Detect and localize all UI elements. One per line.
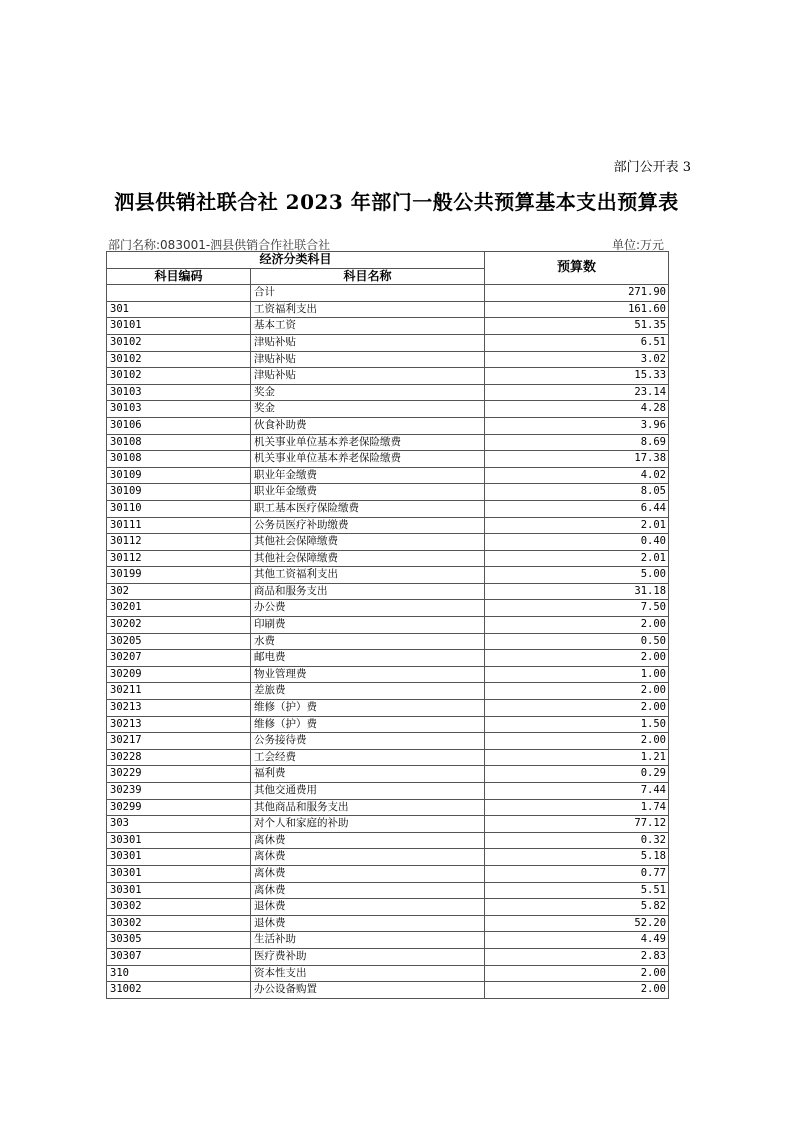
table-row	[107, 948, 669, 965]
table-row	[107, 318, 669, 335]
cell-code: 30301	[107, 865, 251, 882]
table-row	[107, 799, 669, 816]
table-row	[107, 434, 669, 451]
cell-code: 30103	[107, 401, 251, 418]
cell-code: 31002	[107, 982, 251, 999]
cell-code: 30199	[107, 567, 251, 584]
budget-table	[106, 251, 669, 999]
unit-label: 单位:万元	[611, 238, 664, 252]
cell-code: 301	[107, 301, 251, 318]
table-row	[107, 517, 669, 534]
cell-amount: 2.01	[485, 550, 669, 567]
table-row	[107, 301, 669, 318]
page-title: 泗县供销社联合社 2023 年部门一般公共预算基本支出预算表	[114, 190, 679, 214]
table-row	[107, 783, 669, 800]
cell-name: 维修（护）费	[251, 700, 485, 717]
table-row	[107, 334, 669, 351]
cell-amount: 0.32	[485, 832, 669, 849]
table-row	[107, 500, 669, 517]
cell-name: 维修（护）费	[251, 716, 485, 733]
cell-amount: 7.44	[485, 783, 669, 800]
cell-name: 商品和服务支出	[251, 583, 485, 600]
table-body	[107, 285, 669, 999]
cell-amount: 4.28	[485, 401, 669, 418]
cell-amount: 5.18	[485, 849, 669, 866]
cell-name: 其他交通费用	[251, 783, 485, 800]
cell-amount: 0.77	[485, 865, 669, 882]
cell-name: 办公费	[251, 600, 485, 617]
cell-code: 30305	[107, 932, 251, 949]
cell-amount: 3.96	[485, 417, 669, 434]
cell-name: 职工基本医疗保险缴费	[251, 500, 485, 517]
cell-code: 30301	[107, 849, 251, 866]
table-row	[107, 816, 669, 833]
table-row	[107, 401, 669, 418]
cell-name: 津贴补贴	[251, 334, 485, 351]
table-row	[107, 716, 669, 733]
cell-amount: 51.35	[485, 318, 669, 335]
cell-name: 工资福利支出	[251, 301, 485, 318]
table-row	[107, 965, 669, 982]
cell-name: 物业管理费	[251, 666, 485, 683]
cell-code: 30106	[107, 417, 251, 434]
cell-name: 邮电费	[251, 650, 485, 667]
cell-amount: 8.69	[485, 434, 669, 451]
cell-code: 30202	[107, 617, 251, 634]
cell-amount: 2.00	[485, 733, 669, 750]
cell-amount: 1.74	[485, 799, 669, 816]
cell-name: 工会经费	[251, 749, 485, 766]
cell-code: 30213	[107, 700, 251, 717]
cell-amount: 8.05	[485, 484, 669, 501]
table-row	[107, 417, 669, 434]
table-row	[107, 467, 669, 484]
cell-code: 30108	[107, 434, 251, 451]
table-row	[107, 384, 669, 401]
cell-code: 30111	[107, 517, 251, 534]
cell-code: 302	[107, 583, 251, 600]
cell-code: 30229	[107, 766, 251, 783]
cell-amount: 2.00	[485, 982, 669, 999]
cell-code: 30213	[107, 716, 251, 733]
cell-code: 303	[107, 816, 251, 833]
cell-amount: 2.00	[485, 650, 669, 667]
table-row	[107, 567, 669, 584]
cell-name: 机关事业单位基本养老保险缴费	[251, 434, 485, 451]
group-header: 经济分类科目	[107, 252, 485, 269]
cell-code: 30201	[107, 600, 251, 617]
table-row	[107, 766, 669, 783]
cell-name: 其他社会保障缴费	[251, 534, 485, 551]
cell-name: 差旅费	[251, 683, 485, 700]
table-row	[107, 749, 669, 766]
table-row	[107, 285, 669, 302]
cell-amount: 4.02	[485, 467, 669, 484]
table-row	[107, 865, 669, 882]
table-row	[107, 650, 669, 667]
cell-code: 30302	[107, 899, 251, 916]
cell-code: 30112	[107, 534, 251, 551]
cell-name: 离休费	[251, 865, 485, 882]
cell-name: 其他社会保障缴费	[251, 550, 485, 567]
table-row	[107, 666, 669, 683]
cell-amount: 15.33	[485, 368, 669, 385]
cell-amount: 2.00	[485, 965, 669, 982]
amount-header: 预算数	[485, 252, 669, 285]
cell-code: 30211	[107, 683, 251, 700]
cell-amount: 23.14	[485, 384, 669, 401]
cell-name: 印刷费	[251, 617, 485, 634]
table-row	[107, 534, 669, 551]
cell-amount: 6.51	[485, 334, 669, 351]
cell-name: 职业年金缴费	[251, 467, 485, 484]
cell-code: 30110	[107, 500, 251, 517]
table-row	[107, 368, 669, 385]
cell-name: 退休费	[251, 915, 485, 932]
cell-code: 30209	[107, 666, 251, 683]
table-row	[107, 683, 669, 700]
table-row	[107, 982, 669, 999]
table-row	[107, 484, 669, 501]
cell-name: 生活补助	[251, 932, 485, 949]
table-row	[107, 882, 669, 899]
table-row	[107, 700, 669, 717]
cell-code: 30101	[107, 318, 251, 335]
cell-amount: 2.00	[485, 683, 669, 700]
cell-amount: 7.50	[485, 600, 669, 617]
cell-code: 30109	[107, 467, 251, 484]
table-row	[107, 583, 669, 600]
cell-name: 津贴补贴	[251, 351, 485, 368]
cell-name: 资本性支出	[251, 965, 485, 982]
cell-amount: 2.00	[485, 617, 669, 634]
cell-amount: 5.51	[485, 882, 669, 899]
cell-amount: 2.83	[485, 948, 669, 965]
cell-name: 福利费	[251, 766, 485, 783]
table-row	[107, 451, 669, 468]
cell-code: 30228	[107, 749, 251, 766]
cell-name: 奖金	[251, 401, 485, 418]
cell-amount: 77.12	[485, 816, 669, 833]
cell-code: 30205	[107, 633, 251, 650]
cell-name: 伙食补助费	[251, 417, 485, 434]
cell-code: 30301	[107, 882, 251, 899]
cell-name: 职业年金缴费	[251, 484, 485, 501]
code-header: 科目编码	[107, 268, 251, 285]
cell-name: 对个人和家庭的补助	[251, 816, 485, 833]
cell-code	[107, 285, 251, 302]
cell-code: 30239	[107, 783, 251, 800]
cell-code: 30301	[107, 832, 251, 849]
cell-amount: 161.60	[485, 301, 669, 318]
cell-amount: 6.44	[485, 500, 669, 517]
cell-code: 30108	[107, 451, 251, 468]
cell-code: 30217	[107, 733, 251, 750]
cell-amount: 0.40	[485, 534, 669, 551]
cell-name: 离休费	[251, 832, 485, 849]
table-row	[107, 932, 669, 949]
cell-name: 机关事业单位基本养老保险缴费	[251, 451, 485, 468]
cell-name: 退休费	[251, 899, 485, 916]
cell-code: 30102	[107, 368, 251, 385]
table-row	[107, 600, 669, 617]
table-row	[107, 899, 669, 916]
cell-code: 30302	[107, 915, 251, 932]
cell-amount: 1.50	[485, 716, 669, 733]
cell-amount: 2.00	[485, 700, 669, 717]
table-row	[107, 633, 669, 650]
table-row	[107, 832, 669, 849]
cell-code: 30112	[107, 550, 251, 567]
cell-name: 基本工资	[251, 318, 485, 335]
table-row	[107, 915, 669, 932]
cell-name: 津贴补贴	[251, 368, 485, 385]
table-row	[107, 849, 669, 866]
cell-amount: 271.90	[485, 285, 669, 302]
cell-amount: 1.21	[485, 749, 669, 766]
cell-amount: 52.20	[485, 915, 669, 932]
cell-amount: 3.02	[485, 351, 669, 368]
cell-amount: 5.00	[485, 567, 669, 584]
cell-amount: 17.38	[485, 451, 669, 468]
cell-code: 310	[107, 965, 251, 982]
department-name: 部门名称:083001-泗县供销合作社联合社	[108, 238, 331, 252]
cell-name: 其他工资福利支出	[251, 567, 485, 584]
cell-name: 其他商品和服务支出	[251, 799, 485, 816]
cell-amount: 4.49	[485, 932, 669, 949]
cell-amount: 5.82	[485, 899, 669, 916]
cell-name: 水费	[251, 633, 485, 650]
cell-name: 办公设备购置	[251, 982, 485, 999]
cell-name: 医疗费补助	[251, 948, 485, 965]
cell-code: 30207	[107, 650, 251, 667]
name-header: 科目名称	[251, 268, 485, 285]
table-number: 部门公开表 3	[613, 160, 691, 175]
cell-name: 离休费	[251, 882, 485, 899]
cell-name: 公务接待费	[251, 733, 485, 750]
cell-name: 公务员医疗补助缴费	[251, 517, 485, 534]
cell-amount: 0.50	[485, 633, 669, 650]
table-row	[107, 550, 669, 567]
cell-code: 30299	[107, 799, 251, 816]
cell-name: 离休费	[251, 849, 485, 866]
cell-amount: 0.29	[485, 766, 669, 783]
cell-code: 30103	[107, 384, 251, 401]
cell-code: 30307	[107, 948, 251, 965]
table-row	[107, 617, 669, 634]
cell-amount: 1.00	[485, 666, 669, 683]
table-row	[107, 351, 669, 368]
cell-name: 奖金	[251, 384, 485, 401]
table-row	[107, 733, 669, 750]
cell-name: 合计	[251, 285, 485, 302]
cell-code: 30102	[107, 334, 251, 351]
cell-code: 30109	[107, 484, 251, 501]
cell-amount: 2.01	[485, 517, 669, 534]
cell-code: 30102	[107, 351, 251, 368]
cell-amount: 31.18	[485, 583, 669, 600]
